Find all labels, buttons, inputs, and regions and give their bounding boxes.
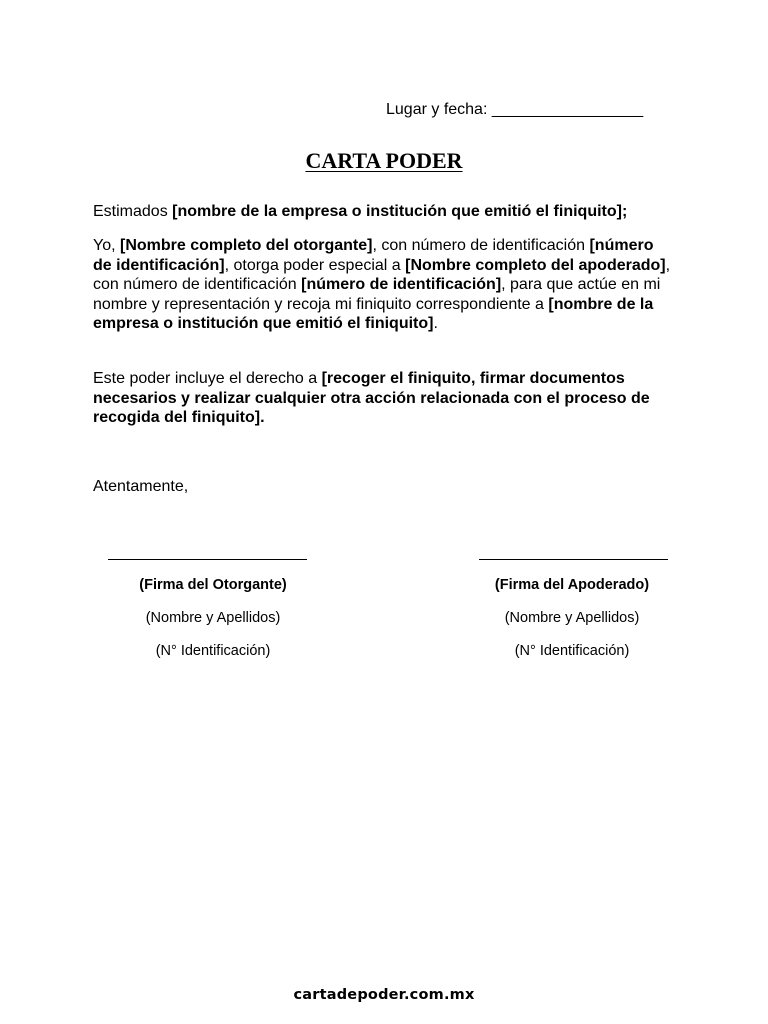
attorney-signature-label: (Firma del Apoderado) xyxy=(494,577,650,593)
greeting-line xyxy=(93,202,675,222)
attorney-signature-line xyxy=(479,559,668,560)
attorney-name-placeholder: [Nombre completo del apoderado] xyxy=(405,256,666,274)
para1-text-4: , con número de identificación xyxy=(93,256,671,293)
place-date-field: Lugar y fecha: _________________ xyxy=(386,101,644,118)
para2-text-1: Este poder incluye el derecho a xyxy=(93,370,322,387)
greeting-company-placeholder: [nombre de la empresa o institución que emitió el finiquito]; xyxy=(172,203,628,220)
footer-brand: cartadepoder.com.mx xyxy=(293,987,475,1003)
grantor-signature-line xyxy=(108,559,307,560)
para1-text-6: . xyxy=(433,315,438,332)
scope-placeholder: [recoger el finiquito, firmar documentos necesarios y realizar cualquier otra acción relacionada con el proceso de recogida del finiquito]. xyxy=(93,370,650,426)
para1-text-3: , otorga poder especial a xyxy=(224,256,406,274)
document-title xyxy=(0,148,768,174)
authorization-paragraph xyxy=(93,236,675,334)
para1-text-5: , para que actúe en mi nombre y representación y recoja mi finiquito correspondiente a xyxy=(93,276,661,313)
grantor-signature-label: (Firma del Otorgante) xyxy=(139,577,287,593)
attorney-id-placeholder: [número de identificación] xyxy=(301,276,502,293)
para1-text-1: Yo, xyxy=(93,237,120,254)
grantor-name-label: (Nombre y Apellidos) xyxy=(145,610,281,626)
greeting-prefix: Estimados xyxy=(93,203,173,220)
grantor-id-placeholder: [número de identificación] xyxy=(93,237,654,274)
attorney-id-label: (N° Identificación) xyxy=(514,643,630,659)
document-title-text: CARTA PODER xyxy=(305,148,463,173)
attorney-name-label: (Nombre y Apellidos) xyxy=(504,610,640,626)
company-placeholder: [nombre de la empresa o institución que emitió el finiquito] xyxy=(93,295,654,332)
para1-text-2: , con número de identificación xyxy=(372,237,590,254)
grantor-name-placeholder: [Nombre completo del otorgante] xyxy=(120,237,373,254)
grantor-id-label: (N° Identificación) xyxy=(155,643,271,659)
closing-line: Atentamente, xyxy=(93,478,189,495)
scope-paragraph xyxy=(93,369,675,428)
